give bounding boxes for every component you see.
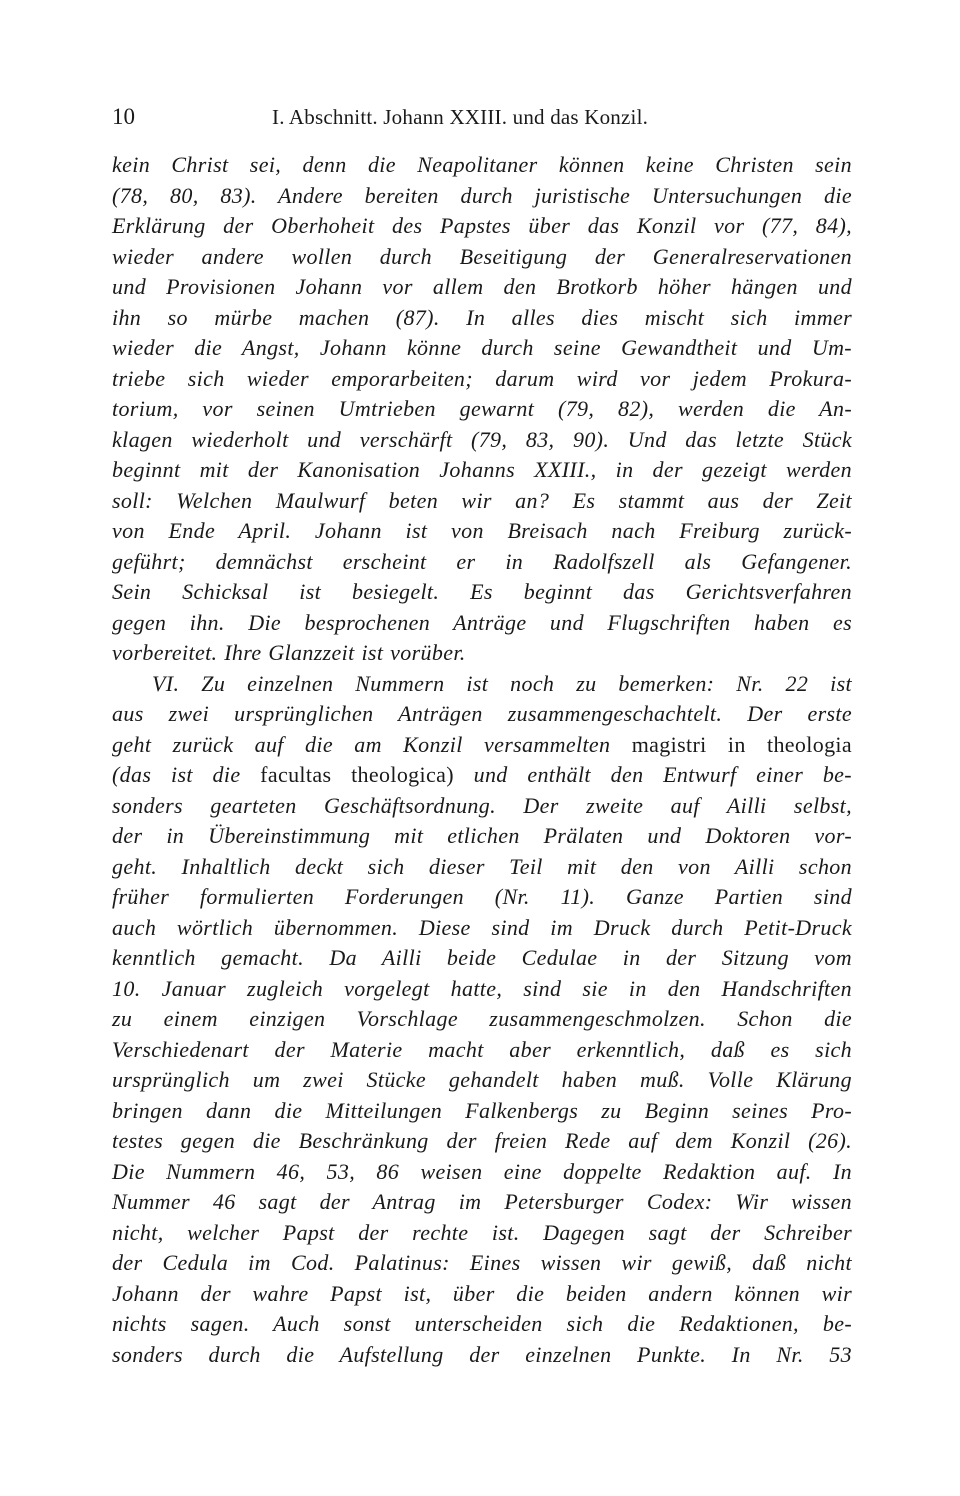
text-line: 10. Januar zugleich vorgelegt hatte, sind sie in den Handschriften bbox=[112, 975, 852, 1001]
text-line: soll: Welchen Maulwurf beten wir an? Es stammt aus der Zeit bbox=[112, 487, 852, 513]
body-text bbox=[112, 150, 852, 1370]
text-line: klagen wiederholt und verschärft (79, 83, 90). Und das letzte Stück bbox=[112, 426, 852, 452]
text-line-mixed bbox=[112, 730, 852, 761]
text-line: vorbereitet. Ihre Glanzzeit ist vorüber. bbox=[112, 640, 466, 665]
text-line: Verschiedenart der Materie macht aber erkenntlich, daß es sich bbox=[112, 1036, 852, 1062]
text-line: ursprünglich um zwei Stücke gehandelt haben muß. Volle Klärung bbox=[112, 1067, 852, 1092]
text-line: aus zwei ursprünglichen Anträgen zusammengeschachtelt. Der erste bbox=[112, 701, 852, 726]
text-line: ihn so mürbe machen (87). In alles dies mischt sich immer bbox=[112, 304, 852, 330]
text-line: der Cedula im Cod. Palatinus: Eines wissen wir gewiß, daß nicht bbox=[112, 1250, 852, 1275]
text-segment: (das ist die bbox=[112, 762, 241, 787]
text-line: (78, 80, 83). Andere bereiten durch juristische Untersuchungen die bbox=[112, 182, 852, 208]
text-line: kenntlich gemacht. Da Ailli beide Cedulae in der Sitzung vom bbox=[112, 945, 852, 970]
text-line-mixed bbox=[112, 760, 852, 791]
page-number: 10 bbox=[112, 104, 135, 129]
running-head bbox=[112, 100, 852, 134]
text-line: nicht, welcher Papst der rechte ist. Dagegen sagt der Schreiber bbox=[112, 1219, 852, 1245]
text-line: wieder die Angst, Johann könne durch seine Gewandtheit und Um- bbox=[112, 335, 852, 360]
text-line: früher formulierten Forderungen (Nr. 11). Ganze Partien sind bbox=[112, 884, 852, 909]
latin-term: facultas theologica) bbox=[260, 762, 454, 787]
text-line: nichts sagen. Auch sonst unterscheiden sich die Redaktionen, be- bbox=[112, 1311, 852, 1336]
text-line: kein Christ sei, denn die Neapolitaner können keine Christen sein bbox=[112, 152, 852, 177]
text-line: testes gegen die Beschränkung der freien Rede auf dem Konzil (26). bbox=[112, 1128, 852, 1153]
text-line: und Provisionen Johann vor allem den Brotkorb höher hängen und bbox=[112, 274, 852, 299]
text-line: Erklärung der Oberhoheit des Papstes über das Konzil vor (77, 84), bbox=[112, 213, 852, 238]
text-line: VI. Zu einzelnen Nummern ist noch zu bemerken: Nr. 22 ist bbox=[152, 670, 852, 696]
latin-term: magistri in theologia bbox=[631, 731, 852, 757]
text-segment: und enthält den Entwurf einer be- bbox=[473, 762, 852, 787]
text-line: von Ende April. Johann ist von Breisach nach Freiburg zurück- bbox=[112, 518, 852, 543]
text-line: sonders durch die Aufstellung der einzelnen Punkte. In Nr. 53 bbox=[112, 1341, 852, 1367]
text-line: Nummer 46 sagt der Antrag im Petersburger Codex: Wir wissen bbox=[112, 1189, 852, 1214]
text-line: beginnt mit der Kanonisation Johanns XXIII., in der gezeigt werden bbox=[112, 457, 852, 482]
text-line: gegen ihn. Die besprochenen Anträge und Flugschriften haben es bbox=[112, 609, 852, 635]
text-line: geführt; demnächst erscheint er in Radolfszell als Gefangener. bbox=[112, 548, 852, 574]
text-line: sonders gearteten Geschäftsordnung. Der zweite auf Ailli selbst, bbox=[112, 792, 852, 818]
text-segment: geht zurück auf die am Konzil versammelten bbox=[112, 731, 611, 757]
text-line: auch wörtlich übernommen. Diese sind im Druck durch Petit-Druck bbox=[112, 914, 852, 940]
text-line: torium, vor seinen Umtrieben gewarnt (79, 82), werden die An- bbox=[112, 396, 852, 421]
text-line: zu einem einzigen Vorschlage zusammengeschmolzen. Schon die bbox=[112, 1006, 852, 1031]
text-line: Johann der wahre Papst ist, über die beiden andern können wir bbox=[112, 1280, 852, 1306]
text-line: wieder andere wollen durch Beseitigung der Generalreservationen bbox=[112, 243, 852, 269]
text-line: Sein Schicksal ist besiegelt. Es beginnt das Gerichtsverfahren bbox=[112, 579, 852, 604]
text-line: der in Übereinstimmung mit etlichen Prälaten und Doktoren vor- bbox=[112, 823, 852, 848]
text-line: triebe sich wieder emporarbeiten; darum wird vor jedem Prokura- bbox=[112, 365, 852, 391]
text-line: bringen dann die Mitteilungen Falkenbergs zu Beginn seines Pro- bbox=[112, 1097, 852, 1123]
chapter-title: I. Abschnitt. Johann XXIII. und das Konzil. bbox=[272, 105, 649, 129]
text-line: Die Nummern 46, 53, 86 weisen eine doppelte Redaktion auf. In bbox=[112, 1158, 852, 1184]
text-line: geht. Inhaltlich deckt sich dieser Teil mit den von Ailli schon bbox=[112, 853, 852, 879]
